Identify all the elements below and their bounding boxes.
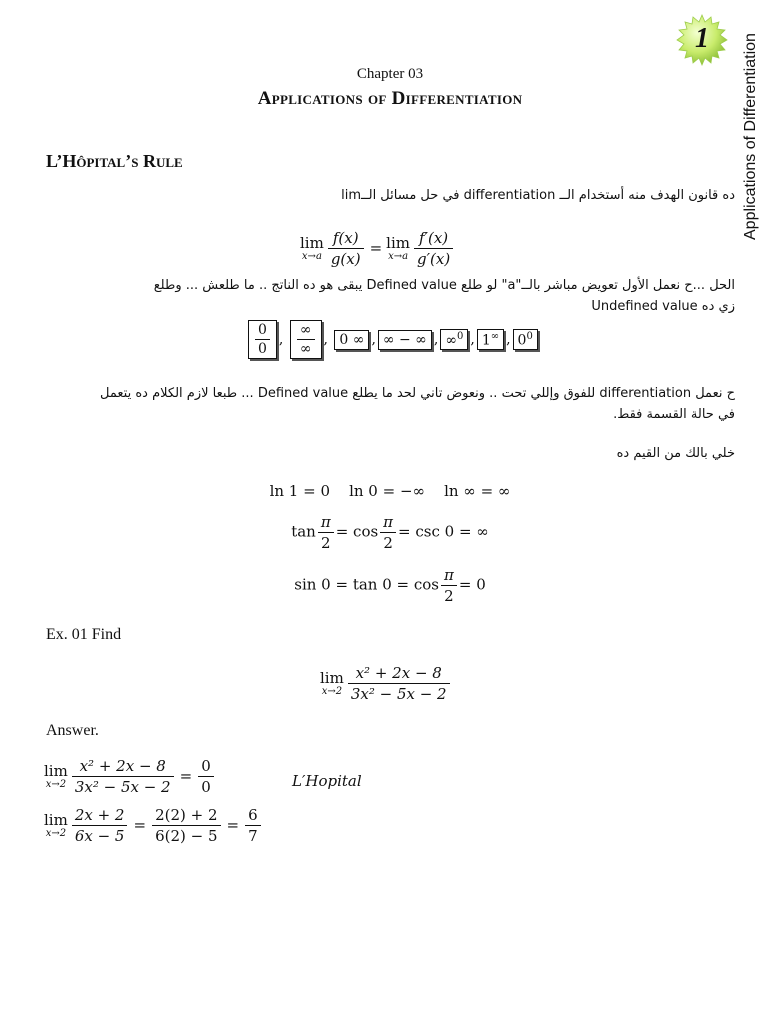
section-heading: L’Hôpital’s Rule — [46, 151, 183, 171]
answer-row-2: lim x→2 $\frac{2x + 2}{6x - 5}$ = $\frac{2(2) + 2}{6(2) - 5}$ = $\frac{6}{7}$ — [44, 806, 263, 845]
lim-operator: lim — [300, 233, 324, 252]
example-label: Ex. 01 Find — [46, 626, 122, 643]
solution-paragraph-line-2: زي ده Undefined value — [591, 299, 735, 314]
answer-label: Answer. — [46, 722, 99, 739]
form-inf-power-zero: ∞$^0$ — [440, 329, 468, 351]
indeterminate-forms-row: $\frac{0}{0}$ , $\frac{\infty}{\infty}$ , 0 ∞ , ∞ − ∞ , ∞$^0$ , 1∞ , $0^0$ — [246, 320, 546, 359]
solution-paragraph-line-1: الحل ...ح نعمل الأول تعويض مباشر بالــ"a" لو طلع Defined value يبقى هو ده الناتج .. ما طلعش ... وطلع — [153, 278, 735, 293]
form-zero-times-inf: 0 ∞ — [334, 330, 369, 350]
answer-row-1: lim x→2 $\frac{\text{x² + 2x − 8}}{\text{3x² − 5x − 2}}$ = $\frac{0}{0}$ — [44, 757, 216, 796]
page-number-badge — [676, 14, 728, 66]
method-paragraph-line-1: ح نعمل differentiation للفوق وإللي تحت .. ونعوض تاني لحد ما يطلع Defined value ... طبعا لازم الكلام ده يتعمل — [100, 386, 735, 401]
form-inf-over-inf: $\frac{\infty}{\infty}$ — [290, 320, 322, 359]
page-title: Applications of Differentiation — [257, 88, 523, 109]
page-number: 1 — [695, 23, 709, 54]
example-limit: lim x→2 $\frac{\text{x² + 2x − 8}}{\text{3x² − 5x − 2}}$ — [320, 664, 452, 703]
identity-line-trig-1: tan $\frac{\pi}{2}$ = cos $\frac{\pi}{2}$ = csc 0 = ∞ — [291, 513, 489, 552]
intro-text: ده قانون الهدف منه أستخدام الــ differentiation في حل مسائل الــlim — [341, 188, 735, 203]
identity-line-trig-2: sin 0 = tan 0 = cos $\frac{\pi}{2}$ = 0 — [294, 566, 486, 605]
form-inf-minus-inf: ∞ − ∞ — [378, 330, 432, 350]
form-one-power-inf: 1∞ — [477, 329, 504, 351]
identity-line-ln: ln 1 = 0 ln 0 = −∞ ln ∞ = ∞ — [269, 482, 511, 500]
method-paragraph-line-2: في حالة القسمة فقط. — [613, 407, 735, 422]
note-text: خلي بالك من القيم ده — [616, 446, 735, 461]
lhopital-note: L′Hopital — [292, 772, 362, 790]
side-title: Applications of Differentiation — [742, 33, 759, 240]
form-zero-over-zero: $\frac{0}{0}$ — [248, 320, 277, 359]
lhopital-rule-formula: lim x→a $\frac{f(x)}{g(x)}$ = lim x→a $\frac{f'(x)}{g'(x)}$ — [300, 229, 500, 268]
form-zero-power-zero: $0^0$ — [513, 329, 538, 351]
chapter-label: Chapter 03 — [356, 66, 424, 82]
